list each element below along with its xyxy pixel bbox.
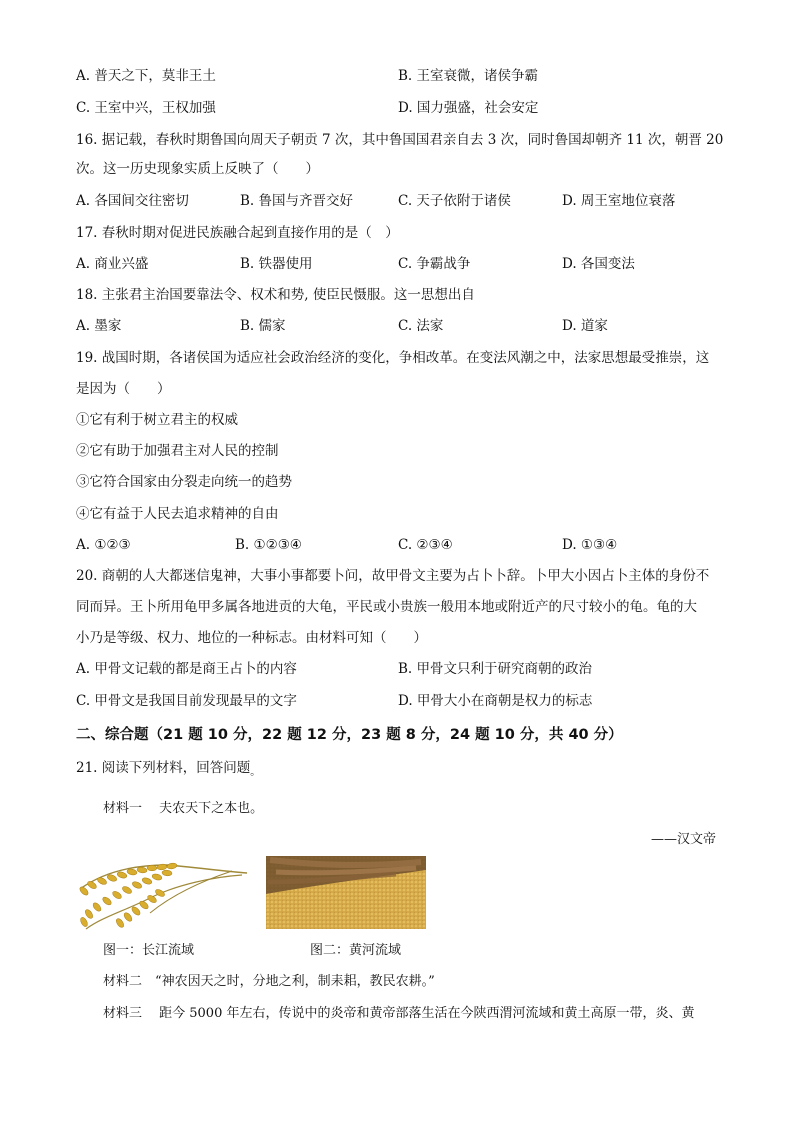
- section-2-heading: 二、综合题（21 题 10 分，22 题 12 分，23 题 8 分，24 题 10 分，共 40 分）: [76, 727, 623, 743]
- q17-option-b: B. 铁器使用: [240, 256, 313, 272]
- q19-option-c: C. ②③④: [398, 537, 453, 553]
- q15-option-a: A. 普天之下，莫非王土: [76, 68, 216, 84]
- q21-stem-text: 21. 阅读下列材料，回答问题: [76, 760, 251, 776]
- q16-option-d: D. 周王室地位衰落: [562, 193, 676, 209]
- q17-stem: 17. 春秋时期对促进民族融合起到直接作用的是（ ）: [76, 225, 399, 241]
- q20-option-d: D. 甲骨大小在商朝是权力的标志: [398, 693, 593, 709]
- q21-stem-dot: 。: [250, 767, 261, 778]
- q16-stem-line2: 次。这一历史现象实质上反映了（ ）: [76, 161, 319, 177]
- q19-option-b: B. ①②③④: [235, 537, 302, 553]
- q19-stem-line2: 是因为（ ）: [76, 381, 171, 397]
- q21-material-2: 材料二 “神农因天之时，分地之利，制耒耜，教民农耕。”: [103, 974, 435, 989]
- q15-option-c: C. 王室中兴，王权加强: [76, 100, 216, 116]
- q15-option-d: D. 国力强盛，社会安定: [398, 100, 539, 116]
- q17-option-a: A. 商业兴盛: [76, 256, 149, 272]
- q18-option-a: A. 墨家: [76, 318, 122, 334]
- q19-stem-line1: 19. 战国时期，各诸侯国为适应社会政治经济的变化，争相改革。在变法风潮之中，法家思想最受推崇，这: [76, 350, 710, 366]
- rice-ear-image: [72, 855, 252, 933]
- q16-option-c: C. 天子依附于诸侯: [398, 193, 511, 209]
- rice-ear-illustration: [72, 855, 252, 933]
- q18-option-d: D. 道家: [562, 318, 608, 334]
- q19-option-d: D. ①③④: [562, 537, 618, 553]
- q16-stem-line1: 16. 据记载，春秋时期鲁国向周天子朝贡 7 次，其中鲁国国君亲自去 3 次，同时鲁国却朝齐 11 次，朝晋 20: [76, 132, 724, 148]
- millet-image: [266, 856, 426, 929]
- q19-item-1: ①它有利于树立君主的权威: [76, 412, 238, 428]
- q21-stem: [76, 759, 260, 779]
- q16-option-b: B. 鲁国与齐晋交好: [240, 193, 354, 209]
- q20-option-c: C. 甲骨文是我国目前发现最早的文字: [76, 693, 297, 709]
- q20-stem-line3: 小乃是等级、权力、地位的一种标志。由材料可知（ ）: [76, 630, 427, 646]
- q19-item-4: ④它有益于人民去追求精神的自由: [76, 506, 279, 522]
- q20-option-b: B. 甲骨文只利于研究商朝的政治: [398, 661, 593, 677]
- figure-2-caption: 图二：黄河流域: [310, 943, 402, 958]
- q21-material-3: 材料三 距今 5000 年左右，传说中的炎帝和黄帝部落生活在今陕西渭河流域和黄土高原一带，炎、黄: [103, 1006, 695, 1021]
- q20-stem-line2: 同而异。王卜所用龟甲多属各地进贡的大龟，平民或小贵族一般用本地或附近产的尺寸较小的龟。龟的大: [76, 599, 697, 615]
- figure-1-caption: 图一：长江流域: [103, 943, 195, 958]
- q18-stem: 18. 主张君主治国要靠法令、权术和势, 使臣民慑服。这一思想出自: [76, 287, 475, 303]
- millet-illustration: [266, 856, 426, 929]
- q19-item-2: ②它有助于加强君主对人民的控制: [76, 443, 279, 459]
- q16-option-a: A. 各国间交往密切: [76, 193, 189, 209]
- q18-option-c: C. 法家: [398, 318, 444, 334]
- q19-item-3: ③它符合国家由分裂走向统一的趋势: [76, 474, 292, 490]
- q21-material-1-source: ——汉文帝: [651, 832, 717, 847]
- q19-option-a: A. ①②③: [76, 537, 131, 553]
- q20-stem-line1: 20. 商朝的人大都迷信鬼神，大事小事都要卜问，故甲骨文主要为占卜卜辞。卜甲大小因占卜主体的身份不: [76, 568, 710, 584]
- q18-option-b: B. 儒家: [240, 318, 286, 334]
- q20-option-a: A. 甲骨文记载的都是商王占卜的内容: [76, 661, 297, 677]
- q17-option-c: C. 争霸战争: [398, 256, 471, 272]
- q17-option-d: D. 各国变法: [562, 256, 635, 272]
- q15-option-b: B. 王室衰微，诸侯争霸: [398, 68, 539, 84]
- q21-material-1: 材料一 夫农天下之本也。: [103, 801, 264, 816]
